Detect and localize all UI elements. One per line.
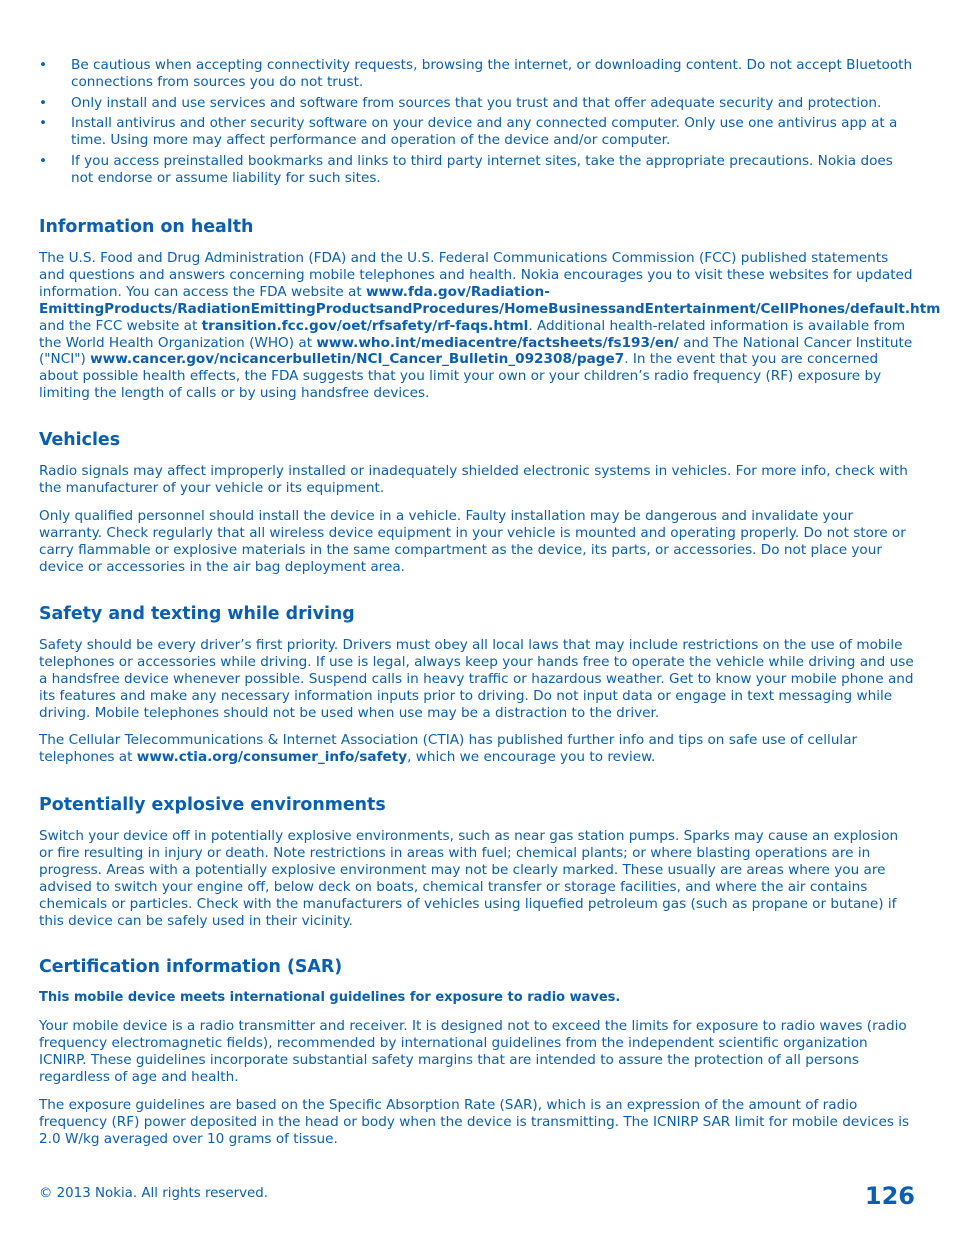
copyright-notice: © 2013 Nokia. All rights reserved.	[39, 1186, 269, 1201]
list-item: • Be cautious when accepting connectivity requests, browsing the internet, or downloading content. Do not accept Bluetooth connections from sources you do not trust.	[39, 57, 913, 90]
who-link[interactable]: www.who.int/mediacentre/factsheets/fs193/en/	[316, 334, 679, 351]
list-item: • Install antivirus and other security software on your device and any connected computer. Only use one antivirus app at a time. Using more may affect performance and operation of the device and/or computer.	[39, 115, 898, 149]
explosive-paragraph: Switch your device off in potentially explosive environments, such as near gas station pumps. Sparks may cause an explosion or fire resulting in injury or death. Note restrictions in areas with fuel; chemical plants; or where blasting operations are in progress. Areas with a potentially explosive environment may not be clearly marked. These usually are areas where you are advised to switch your engine off, below deck on boats, chemical transfer or storage facilities, and where the air contains chemicals or particles. Check with the manufacturers of vehicles using liquefied petroleum gas (such as propane or butane) if this device can be safely used in their vicinity.	[39, 828, 899, 929]
nci-link[interactable]: www.cancer.gov/ncicancerbulletin/NCI_Cancer_Bulletin_092308/page7	[90, 351, 625, 368]
health-heading: Information on health	[39, 217, 254, 237]
driving-paragraph-1: Safety should be every driver’s first priority. Drivers must obey all local laws that may include restrictions on the use of mobile telephones or accessories while driving. If use is legal, always keep your hands free to operate the vehicle while driving and use a handsfree device whenever possible. Suspend calls in heavy traffic or hazardous weather. Get to know your mobile phone and its features and make any necessary information inputs prior to driving. Do not input data or engage in text messaging while driving. Mobile telephones should not be used when use may be a distraction to the driver.	[39, 637, 914, 721]
vehicles-heading: Vehicles	[39, 430, 121, 450]
sar-lead: This mobile device meets international guidelines for exposure to radio waves.	[39, 990, 621, 1005]
bullet-icon: •	[39, 115, 48, 132]
sar-paragraph-1: Your mobile device is a radio transmitter and receiver. It is designed not to exceed the limits for exposure to radio waves (radio frequency electromagnetic fields), recommended by international guidelines from the independent scientific organization ICNIRP. These guidelines incorporate substantial safety margins that are intended to assure the protection of all persons regardless of age and health.	[39, 1018, 907, 1085]
list-item: • Only install and use services and software from sources that you trust and that offer adequate security and protection.	[39, 94, 882, 111]
fcc-link[interactable]: transition.fcc.gov/oet/rfsafety/rf-faqs.html	[201, 317, 529, 334]
vehicles-paragraph-2: Only qualified personnel should install the device in a vehicle. Faulty installation may be dangerous and invalidate your warranty. Check regularly that all wireless device equipment in your vehicle is mounted and operating properly. Do not store or carry flammable or explosive materials in the same compartment as the device, its parts, or accessories. Do not place your device or accessories in the air bag deployment area.	[39, 508, 906, 575]
bullet-icon: •	[39, 94, 48, 111]
sar-paragraph-2: The exposure guidelines are based on the Specific Absorption Rate (SAR), which is an expression of the amount of radio frequency (RF) power deposited in the head or body when the device is transmitting. The ICNIRP SAR limit for mobile devices is 2.0 W/kg averaged over 10 grams of tissue.	[39, 1097, 910, 1147]
fda-link[interactable]: www.fda.gov/Radiation-EmittingProducts/RadiationEmittingProductsandProcedures/HomeBusinessandEntertainment/CellPhones/default.htm	[39, 283, 941, 317]
list-item: • If you access preinstalled bookmarks and links to third party internet sites, take the appropriate precautions. Nokia does not endorse or assume liability for such sites.	[39, 152, 893, 186]
security-tips-list	[39, 57, 915, 191]
driving-paragraph-2: The Cellular Telecommunications & Internet Association (CTIA) has published further info and tips on safe use of cellular telephones at www.ctia.org/consumer_info/safety, which we encourage you to review.	[39, 732, 858, 765]
bullet-icon: •	[39, 152, 48, 169]
bullet-icon: •	[39, 57, 48, 73]
explosive-heading: Potentially explosive environments	[39, 795, 386, 815]
driving-heading: Safety and texting while driving	[39, 604, 355, 624]
health-paragraph: The U.S. Food and Drug Administration (FDA) and the U.S. Federal Communications Commission (FCC) published statements and questions and answers concerning mobile telephones and health. Nokia encourages you to visit these websites for updated information. You can access the FDA website at www.fda.gov/Radiation-EmittingProducts/RadiationEmittingProductsandProcedures/HomeBusinessandEntertainment/CellPhones/default.htm and the FCC website at transition.fcc.gov/oet/rfsafety/rf-faqs.html. Additional health-related information is available from the World Health Organization (WHO) at www.who.int/mediacentre/factsheets/fs193/en/ and The National Cancer Institute ("NCI") www.cancer.gov/ncicancerbulletin/NCI_Cancer_Bulletin_092308/page7. In the event that you are concerned about possible health effects, the FDA suggests that you limit your own or your children’s radio frequency (RF) exposure by limiting the length of calls or by using handsfree devices.	[39, 250, 941, 402]
sar-heading: Certification information (SAR)	[39, 957, 343, 977]
vehicles-paragraph-1: Radio signals may affect improperly installed or inadequately shielded electronic systems in vehicles. For more info, check with the manufacturer of your vehicle or its equipment.	[39, 463, 908, 496]
ctia-link[interactable]: www.ctia.org/consumer_info/safety	[136, 748, 408, 765]
page-number: 126	[864, 1182, 915, 1210]
